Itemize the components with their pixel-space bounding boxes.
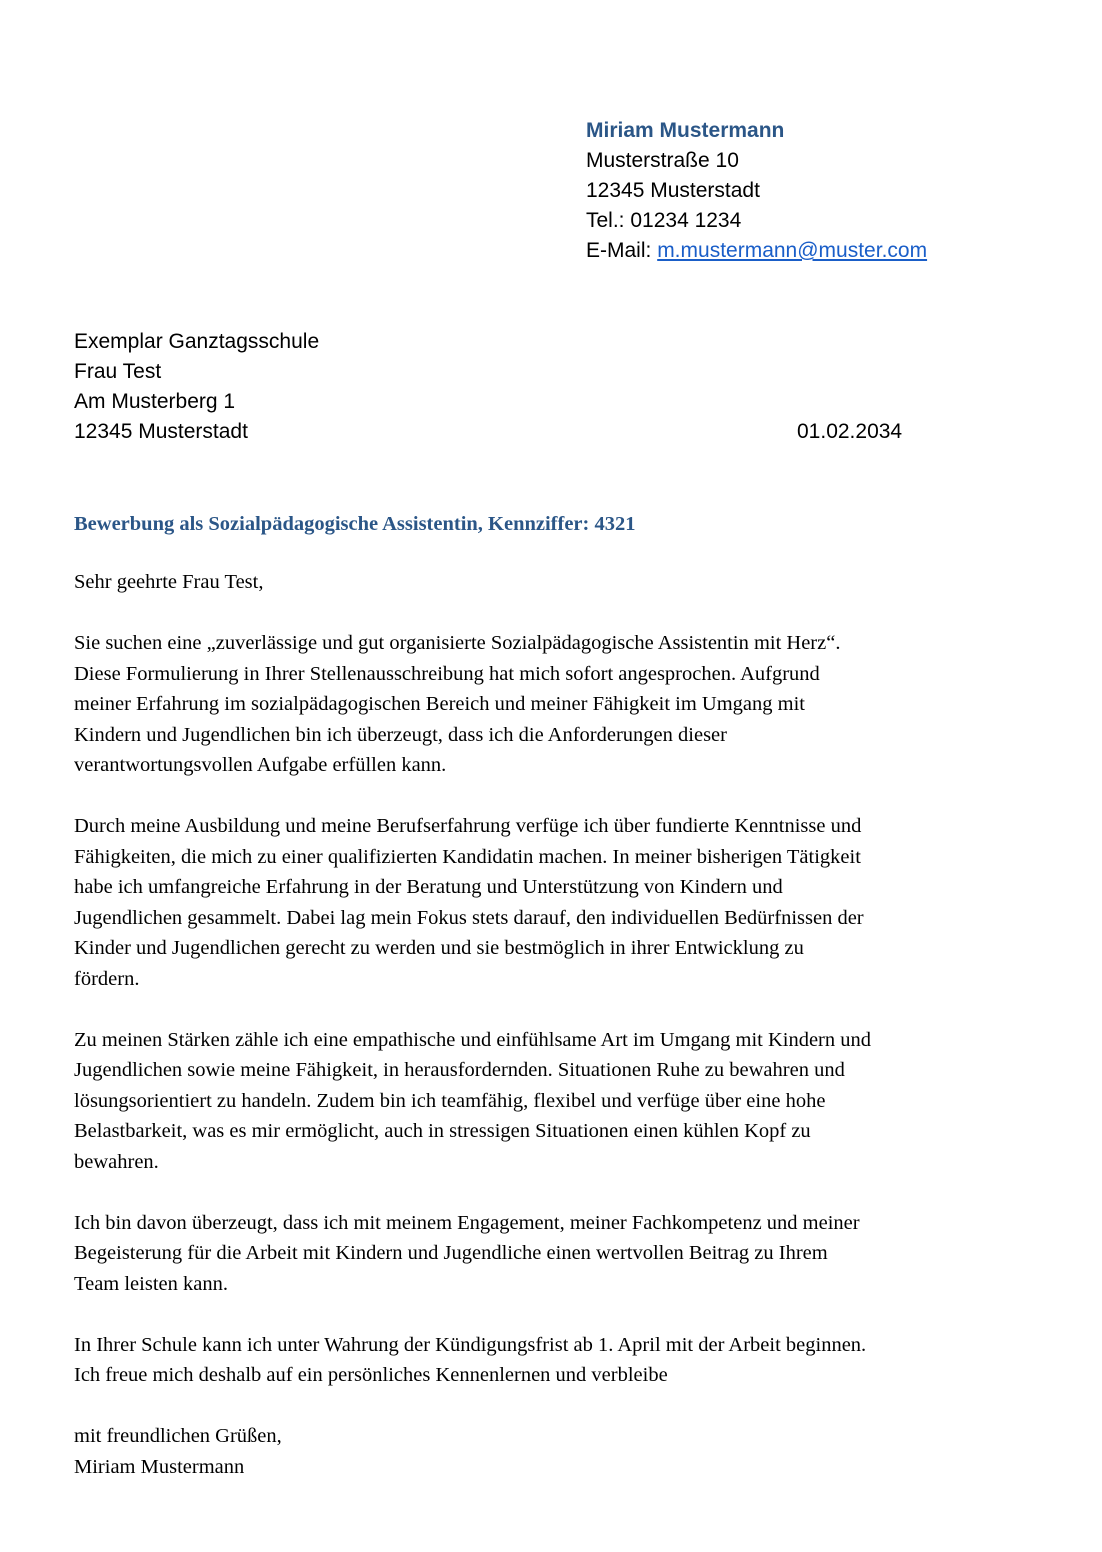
- recipient-person: Frau Test: [74, 360, 162, 383]
- text-line: Begeisterung für die Arbeit mit Kindern und Jugendliche einen wertvollen Beitrag zu Ihrem: [74, 1242, 828, 1264]
- sender-address-block: [586, 116, 927, 266]
- body-paragraph: [74, 1330, 1024, 1391]
- text-line: habe ich umfangreiche Erfahrung in der Beratung und Unterstützung von Kindern und: [74, 876, 783, 898]
- text-line: Jugendlichen gesammelt. Dabei lag mein Fokus stets darauf, den individuellen Bedürfnissen der: [74, 906, 864, 929]
- text-line: Kinder und Jugendlichen gerecht zu werden und sie bestmöglich in ihrer Entwicklung zu: [74, 937, 804, 959]
- letter-date: 01.02.2034: [797, 420, 903, 443]
- body-paragraph: [74, 811, 1024, 994]
- sender-name: Miriam Mustermann: [586, 119, 785, 142]
- text-line: Fähigkeiten, die mich zu einer qualifizierten Kandidatin machen. In meiner bisherigen Tätigkeit: [74, 845, 861, 868]
- text-line: Zu meinen Stärken zähle ich eine empathische und einfühlsame Art im Umgang mit Kindern und: [74, 1028, 872, 1051]
- sender-phone: Tel.: 01234 1234: [586, 209, 742, 232]
- text-line: In Ihrer Schule kann ich unter Wahrung der Kündigungsfrist ab 1. April mit der Arbeit beginnen.: [74, 1333, 867, 1356]
- text-line: meiner Erfahrung im sozialpädagogischen Bereich und meiner Fähigkeit im Umgang mit: [74, 693, 805, 715]
- body-paragraph: [74, 1208, 1024, 1300]
- closing: mit freundlichen Grüßen,: [74, 1425, 282, 1447]
- body-paragraph: [74, 628, 1024, 781]
- text-line: Team leisten kann.: [74, 1272, 228, 1295]
- text-line: Diese Formulierung in Ihrer Stellenausschreibung hat mich sofort angesprochen. Aufgrund: [74, 662, 820, 685]
- salutation: Sehr geehrte Frau Test,: [74, 571, 264, 593]
- recipient-street: Am Musterberg 1: [74, 390, 236, 413]
- text-line: Belastbarkeit, was es mir ermöglicht, auch in stressigen Situationen einen kühlen Kopf zu: [74, 1120, 811, 1142]
- text-line: lösungsorientiert zu handeln. Zudem bin ich teamfähig, flexibel und verfüge über eine hohe: [74, 1089, 826, 1112]
- sender-street: Musterstraße 10: [586, 149, 739, 172]
- closing-block: [74, 1421, 1024, 1482]
- sender-email-label: E-Mail:: [586, 239, 658, 262]
- recipient-city: 12345 Musterstadt: [74, 420, 248, 443]
- text-line: Jugendlichen sowie meine Fähigkeit, in herausfordernden. Situationen Ruhe zu bewahren und: [74, 1059, 845, 1081]
- sender-city: 12345 Musterstadt: [586, 179, 760, 202]
- text-line: bewahren.: [74, 1150, 159, 1173]
- sender-email-link[interactable]: m.mustermann@muster.com: [657, 239, 928, 262]
- subject-line: Bewerbung als Sozialpädagogische Assistentin, Kennziffer: 4321: [74, 513, 636, 535]
- text-line: Ich bin davon überzeugt, dass ich mit meinem Engagement, meiner Fachkompetenz und meiner: [74, 1211, 860, 1234]
- letter-body: [74, 567, 1024, 1482]
- sender-email-line: [586, 236, 927, 266]
- text-line: verantwortungsvollen Aufgabe erfüllen kann.: [74, 754, 447, 776]
- body-paragraph: [74, 1025, 1024, 1178]
- recipient-address-block: [74, 327, 319, 447]
- text-line: Sie suchen eine „zuverlässige und gut organisierte Sozialpädagogische Assistentin mit Herz“.: [74, 632, 841, 654]
- text-line: Durch meine Ausbildung und meine Berufserfahrung verfüge ich über fundierte Kenntnisse und: [74, 815, 862, 837]
- text-line: Kindern und Jugendlichen bin ich überzeugt, dass ich die Anforderungen dieser: [74, 723, 727, 746]
- text-line: fördern.: [74, 967, 140, 990]
- signature-name: Miriam Mustermann: [74, 1455, 245, 1478]
- text-line: Ich freue mich deshalb auf ein persönliches Kennenlernen und verbleibe: [74, 1364, 668, 1386]
- recipient-organization: Exemplar Ganztagsschule: [74, 330, 320, 353]
